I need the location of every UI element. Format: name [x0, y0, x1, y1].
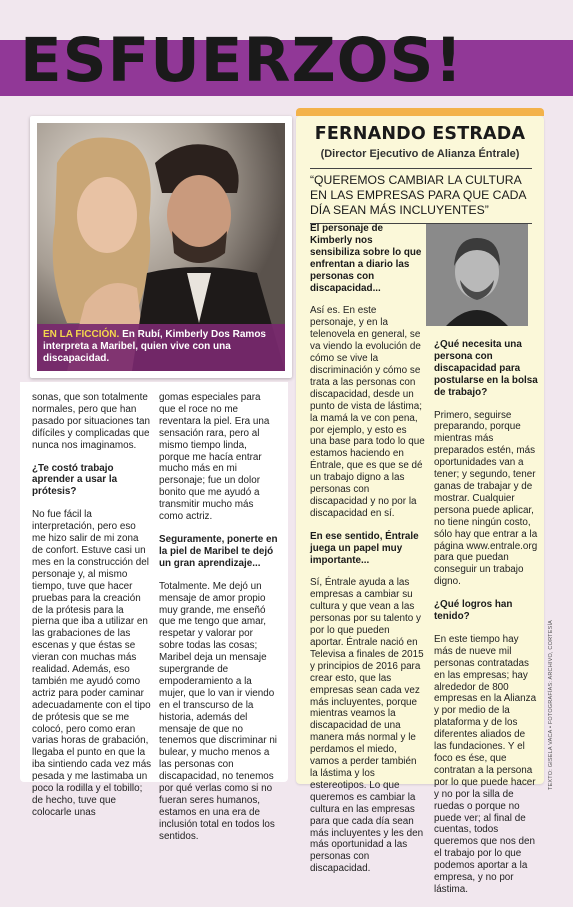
quote-text: “QUEREMOS CAMBIAR LA CULTURA EN LAS EMPRESAS PARA QUE CADA DÍA SEAN MÁS INCLUYENTES”	[310, 173, 526, 217]
question-paragraph: En ese sentido, Éntrale juega un papel muy importante...	[310, 530, 419, 566]
question-paragraph: Seguramente, ponerte en la piel de Maribel te dejó un gran aprendizaje...	[159, 533, 278, 569]
caption-lead: EN LA FICCIÓN.	[43, 329, 120, 340]
portrait-illustration	[426, 224, 528, 326]
answer-paragraph: Así es. En este personaje, y en la telenovela en general, se va viendo la evolución de cómo se vive la discriminación y cómo se trata a las personas con discapacidad, desde un punto de vista de lástima; la mamá la ve con pena, por ejemplo, y esto es una base para todo lo que estamos haciendo en Éntrale, que es que se dé un trabajo digno a las personas con discapacidad y no por la discapacidad en sí.	[310, 305, 425, 519]
portrait-photo	[426, 224, 528, 326]
question-paragraph: ¿Te costó trabajo aprender a usar la prótesis?	[32, 462, 118, 498]
answer-paragraph: Sí, Éntrale ayuda a las empresas a cambiar su cultura y que vean a las personas por su talento y por lo que pueden aportar. Éntrale nació en Televisa a finales de 2015 y principios de 2016 para crear esto, que las empresas sean cada vez más incluyentes, porque mientras veamos la discapacidad de una manera más normal y le perdamos el miedo, vamos a perder también la lástima y los estereotipos. Lo que queremos es cambiar la cultura en las empresas para que cada día sean más incluyentes y les den más oportunidad a las personas con discapacidad.	[310, 577, 424, 875]
interview-column-2	[159, 392, 279, 842]
answer-paragraph: No fue fácil la interpretación, pero eso me hizo salir de mi zona de confort. Estuve casi un mes en la construcción del personaje y, al mismo tiempo, tuve que hacer pruebas para la creación de la prótesis para la pierna que iba a utilizar en las grabaciones de las escenas y que éstas se vieran con muchas más realidad. Además, eso también me ayudó como actriz para poder caminar adecuadamente con el tipo de prótesis que se me colocó, pero como eran varias horas de grabación, llegaba el punto en que la iba sintiendo cada vez más pesada y me lastimaba un poco la rodilla y el tobillo; de hecho, tuve que colocarle unas	[32, 509, 152, 818]
sidebar-quote	[310, 168, 532, 224]
answer-paragraph: En este tiempo hay más de nueve mil personas contratadas en las empresas; hay alrededor de 800 empresas en la Alianza y por medio de la plataforma y de los diferentes aliados de las fundaciones. Y el foco es ése, que contratan a la persona por lo que puede hacer y no por la silla de ruedas o porque no puede ver; al final de cuentas, todos queremos que nos den el trabajo por lo que podemos aportar a la empresa, y no por lástima.	[434, 633, 537, 895]
answer-paragraph: sonas, que son totalmente normales, pero que han pasado por situaciones tan difíciles y complicadas que nunca nos imaginamos.	[32, 392, 151, 451]
answer-paragraph: gomas especiales para que el roce no me reventara la piel. Era una sensación rara, pero al mismo tiempo linda, porque me hacía entrar mucho más en mi personaje; fue un dolor bonito que me ayudó a transmitir mucho más como actriz.	[159, 392, 270, 523]
sidebar-tab	[296, 108, 544, 116]
sidebar-column-right	[434, 339, 538, 907]
interview-column-1	[32, 392, 152, 818]
answer-paragraph: Primero, seguirse preparando, porque mientras más preparados estén, más oportunidades van a tener; y segundo, tener ganas de trabajar y de mostrar. Cualquier persona puede aplicar, no tiene ningún costo, sólo hay que entrar a la página www.entrale.org para que puedan conseguir un trabajo digno.	[434, 409, 538, 588]
quote-rule-top	[310, 168, 532, 169]
caption-text: En Rubí, Kimberly Dos Ramos interpreta a Maribel, quien vive con una discapacidad.	[43, 329, 266, 364]
sidebar-role: (Director Ejecutivo de Alianza Éntrale)	[320, 148, 520, 160]
sidebar-card	[296, 116, 544, 895]
couple-photo	[37, 123, 285, 371]
photo-card	[30, 116, 292, 378]
photo-credit: TEXTO: GISELA VACA • FOTOGRAFÍAS: ARCHIVO, CORTESÍA	[548, 619, 554, 790]
sidebar-name: FERNANDO ESTRADA	[314, 124, 526, 144]
sidebar-column-left	[310, 223, 425, 886]
headline: ESFUERZOS!	[20, 25, 464, 96]
question-paragraph: ¿Qué logros han tenido?	[434, 599, 513, 623]
question-paragraph: ¿Qué necesita una persona con discapacidad para postularse en la bolsa de trabajo?	[434, 339, 538, 398]
question-paragraph: El personaje de Kimberly nos sensibiliza sobre lo que enfrentan a diario las personas con discapacidad...	[310, 223, 422, 294]
answer-paragraph: Totalmente. Me dejó un mensaje de amor propio muy grande, me enseñó que me tengo que amar, respetar y valorar por sobre todas las cosas; Maribel deja un mensaje supergrande de empoderamiento a la mujer, que lo van ir viendo en el transcurso de la historia, además del mensaje de que no tenemos que discriminar ni bulear, y mucho menos a las personas con discapacidad, no tenemos por qué verlas como si no fueran seres humanos, estamos en una era de inclusión total en todos los sentidos.	[159, 580, 278, 842]
interview-card	[20, 382, 288, 842]
photo-caption	[37, 324, 285, 371]
